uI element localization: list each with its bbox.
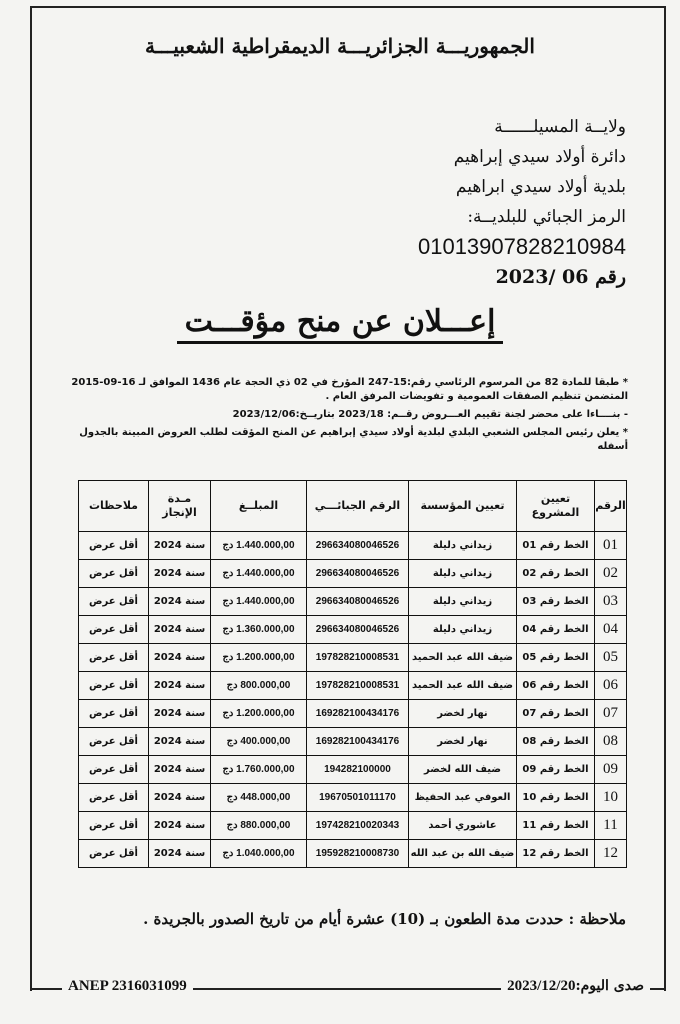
cell-duration: سنة 2024 (149, 644, 211, 672)
table-row (79, 588, 627, 616)
cell-idx: 08 (595, 728, 627, 756)
cell-company: زيداني دليلة (409, 588, 517, 616)
cell-project: الخط رقم 01 (517, 532, 595, 560)
cell-project: الخط رقم 03 (517, 588, 595, 616)
cell-duration: سنة 2024 (149, 728, 211, 756)
cell-amount: 1.360.000,00 دج (211, 616, 307, 644)
cell-project: الخط رقم 06 (517, 672, 595, 700)
cell-tax: 296634080046526 (307, 560, 409, 588)
cell-tax: 195928210008730 (307, 840, 409, 868)
cell-duration: سنة 2024 (149, 812, 211, 840)
cell-project: الخط رقم 09 (517, 756, 595, 784)
newspaper-label: صدى اليوم: (575, 978, 644, 994)
cell-amount: 1.760.000,00 دج (211, 756, 307, 784)
cell-project: الخط رقم 10 (517, 784, 595, 812)
cell-company: ضيف الله بن عبد الله (409, 840, 517, 868)
cell-project: الخط رقم 04 (517, 616, 595, 644)
cell-amount: 448.000,00 دج (211, 784, 307, 812)
cell-idx: 07 (595, 700, 627, 728)
note-line: * طبقا للمادة 82 من المرسوم الرئاسي رقم:15-247 المؤرخ في 02 ذي الحجة عام 1436 الموافق لـ 16-09-2015 المتضمن تنظيم الصفقات العمومية و تفويضات المرفق العام . (71, 377, 628, 402)
cell-tax: 194282100000 (307, 756, 409, 784)
cell-remarks: أقل عرض (79, 532, 149, 560)
cell-duration: سنة 2024 (149, 588, 211, 616)
cell-duration: سنة 2024 (149, 784, 211, 812)
col-header-duration: مـدة الإنجاز (149, 481, 211, 532)
cell-idx: 10 (595, 784, 627, 812)
cell-amount: 1.040.000,00 دج (211, 840, 307, 868)
republic-heading: الجمهوريـــة الجزائريـــة الديمقراطية الشعبيـــة (145, 34, 535, 58)
cell-company: زيداني دليلة (409, 560, 517, 588)
cell-tax: 296634080046526 (307, 532, 409, 560)
cell-amount: 1.440.000,00 دج (211, 560, 307, 588)
cell-duration: سنة 2024 (149, 756, 211, 784)
cell-amount: 1.200.000,00 دج (211, 700, 307, 728)
col-header-project: تعيين المشروع (517, 481, 595, 532)
col-header-tax: الرقم الجبائـــي (307, 481, 409, 532)
cell-amount: 1.440.000,00 دج (211, 588, 307, 616)
cell-project: الخط رقم 08 (517, 728, 595, 756)
cell-idx: 12 (595, 840, 627, 868)
cell-idx: 09 (595, 756, 627, 784)
cell-amount: 1.440.000,00 دج (211, 532, 307, 560)
cell-tax: 197828210008531 (307, 672, 409, 700)
table-row (79, 756, 627, 784)
table-row (79, 700, 627, 728)
cell-company: ضيف الله لخضر (409, 756, 517, 784)
cell-idx: 01 (595, 532, 627, 560)
col-header-idx: الرقم (595, 481, 627, 532)
wilaya-line: ولايــة المسيلــــــة (494, 117, 626, 137)
table-row (79, 616, 627, 644)
table-row (79, 840, 627, 868)
cell-tax: 296634080046526 (307, 588, 409, 616)
table-row (79, 812, 627, 840)
awards-table (78, 480, 627, 868)
col-header-remarks: ملاحظات (79, 481, 149, 532)
table-row (79, 560, 627, 588)
col-header-amount: المبلــغ (211, 481, 307, 532)
legal-notes (62, 376, 628, 458)
cell-amount: 1.200.000,00 دج (211, 644, 307, 672)
newspaper-date: 2023/12/20 (507, 978, 576, 994)
cell-remarks: أقل عرض (79, 672, 149, 700)
cell-tax: 19670501011170 (307, 784, 409, 812)
col-header-company: تعيين المؤسسة (409, 481, 517, 532)
cell-remarks: أقل عرض (79, 784, 149, 812)
cell-company: زيداني دليلة (409, 616, 517, 644)
cell-amount: 800.000,00 دج (211, 672, 307, 700)
cell-duration: سنة 2024 (149, 560, 211, 588)
commune-line: بلدية أولاد سيدي ابراهيم (455, 177, 626, 197)
tax-code-value: 01013907828210984 (417, 234, 626, 259)
cell-duration: سنة 2024 (149, 840, 211, 868)
reference-number-value: 2023/ 06 (495, 266, 589, 288)
cell-company: عاشوري أحمد (409, 812, 517, 840)
cell-amount: 400.000,00 دج (211, 728, 307, 756)
appeal-remark: ملاحظة : حددت مدة الطعون بـ (10) عشرة أيام من تاريخ الصدور بالجريدة . (143, 910, 626, 928)
cell-project: الخط رقم 12 (517, 840, 595, 868)
reference-number-label: رقم (595, 266, 626, 288)
cell-remarks: أقل عرض (79, 728, 149, 756)
cell-remarks: أقل عرض (79, 700, 149, 728)
anep-reference: ANEP 2316031099 (62, 978, 193, 995)
cell-company: نهار لخضر (409, 728, 517, 756)
cell-idx: 04 (595, 616, 627, 644)
cell-remarks: أقل عرض (79, 588, 149, 616)
cell-company: زيداني دليلة (409, 532, 517, 560)
cell-remarks: أقل عرض (79, 756, 149, 784)
cell-project: الخط رقم 02 (517, 560, 595, 588)
reference-number (418, 262, 626, 292)
cell-remarks: أقل عرض (79, 840, 149, 868)
cell-tax: 169282100434176 (307, 700, 409, 728)
table-row (79, 644, 627, 672)
cell-idx: 05 (595, 644, 627, 672)
table-row (79, 784, 627, 812)
cell-tax: 169282100434176 (307, 728, 409, 756)
table-row (79, 532, 627, 560)
daira-line: دائرة أولاد سيدي إبراهيم (453, 147, 626, 167)
cell-company: نهار لخضر (409, 700, 517, 728)
cell-tax: 197428210020343 (307, 812, 409, 840)
newspaper-reference (501, 978, 650, 995)
cell-remarks: أقل عرض (79, 812, 149, 840)
announcement-title-text: إعـــلان عن منح مؤقـــت (177, 304, 504, 344)
cell-tax: 197828210008531 (307, 644, 409, 672)
note-line: * يعلن رئيس المجلس الشعبي البلدي لبلدية أولاد سيدي إبراهيم عن المنح المؤقت لطلب العروض المبينة بالجدول أسفله (79, 427, 628, 452)
cell-idx: 06 (595, 672, 627, 700)
cell-duration: سنة 2024 (149, 700, 211, 728)
table-header-row (79, 481, 627, 532)
cell-remarks: أقل عرض (79, 560, 149, 588)
cell-duration: سنة 2024 (149, 616, 211, 644)
cell-company: العوفي عبد الحفيظ (409, 784, 517, 812)
tax-code-label: الرمز الجبائي للبلديــة: (467, 207, 626, 227)
cell-remarks: أقل عرض (79, 616, 149, 644)
cell-duration: سنة 2024 (149, 672, 211, 700)
cell-idx: 02 (595, 560, 627, 588)
cell-project: الخط رقم 07 (517, 700, 595, 728)
cell-company: ضيف الله عبد الحميد (409, 672, 517, 700)
cell-remarks: أقل عرض (79, 644, 149, 672)
issuer-block (418, 112, 626, 292)
note-line: - بنــــاءا على محضر لجنة تقييم العـــروض رقــم: 2023/18 بتاريــخ:2023/12/06 (232, 409, 628, 420)
cell-project: الخط رقم 05 (517, 644, 595, 672)
table-row (79, 728, 627, 756)
cell-amount: 880.000,00 دج (211, 812, 307, 840)
cell-tax: 296634080046526 (307, 616, 409, 644)
cell-project: الخط رقم 11 (517, 812, 595, 840)
cell-idx: 03 (595, 588, 627, 616)
announcement-title (0, 304, 680, 339)
cell-idx: 11 (595, 812, 627, 840)
cell-company: ضيف الله عبد الحميد (409, 644, 517, 672)
cell-duration: سنة 2024 (149, 532, 211, 560)
table-row (79, 672, 627, 700)
